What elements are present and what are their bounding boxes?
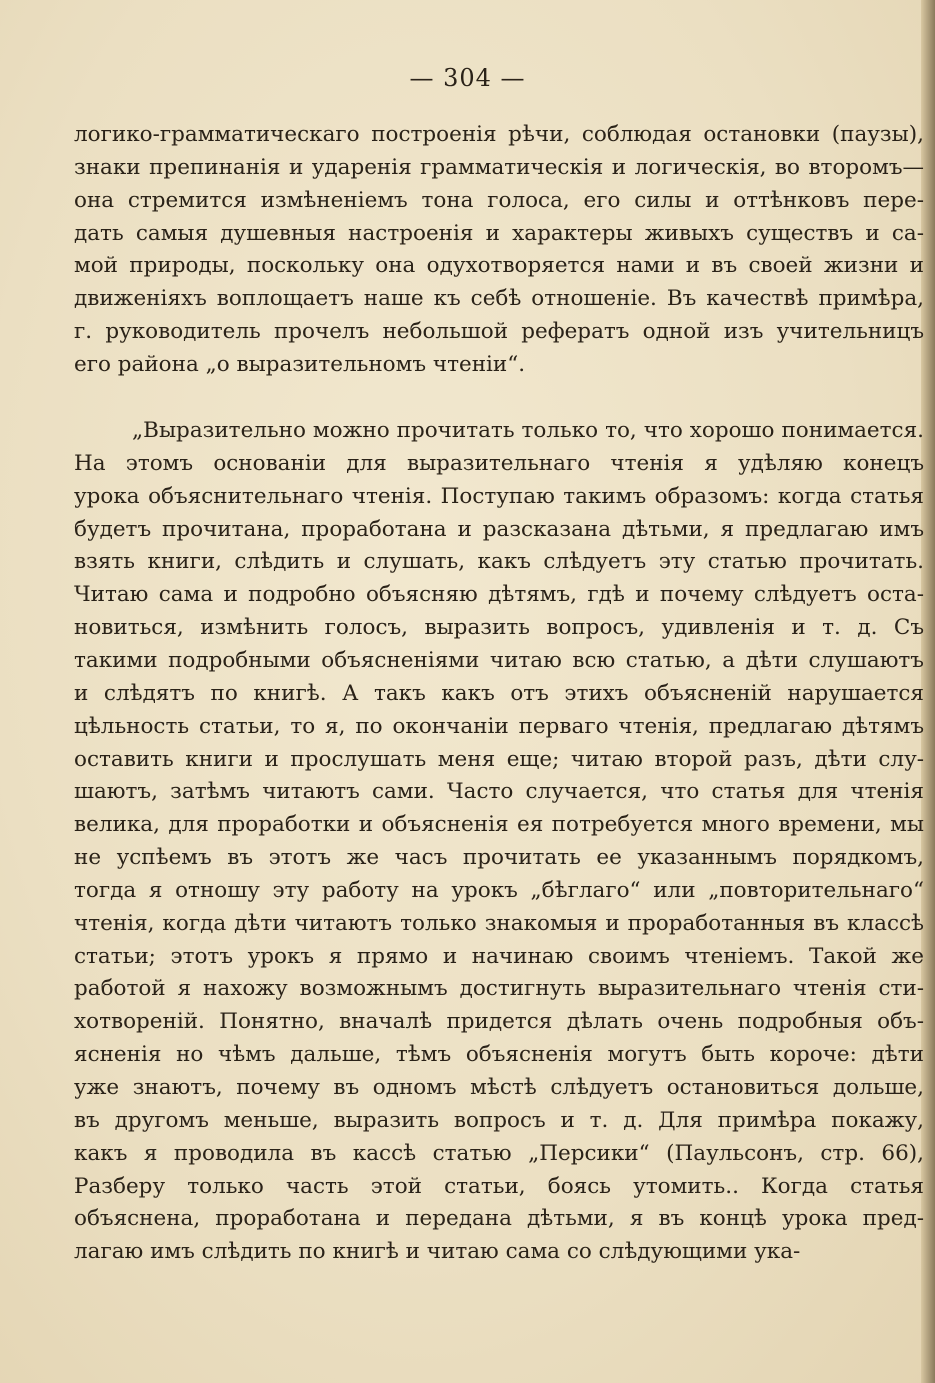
text-line: На этомъ основаніи для выразительнаго чтенія я удѣляю конецъ — [74, 450, 924, 476]
text-line: знаки препинанія и ударенія грамматическія и логическія, во второмъ— — [74, 154, 924, 180]
text-line: цѣльность статьи, то я, по окончаніи перваго чтенія, предлагаю дѣтямъ — [74, 713, 924, 739]
text-line: такими подробными объясненіями читаю всю статью, а дѣти слушаютъ — [74, 647, 924, 673]
text-line: работой я нахожу возможнымъ достигнуть выразительнаго чтенія сти- — [74, 976, 924, 1002]
text-line: шаютъ, затѣмъ читаютъ сами. Часто случается, что статья для чтенія — [74, 779, 924, 805]
text-line: ясненія но чѣмъ дальше, тѣмъ объясненія могутъ быть короче: дѣти — [74, 1042, 924, 1068]
text-line: она стремится измѣненіемъ тона голоса, его силы и оттѣнковъ пере- — [74, 187, 924, 213]
page-number: — 304 — — [409, 64, 526, 92]
text-line: и слѣдятъ по книгѣ. А такъ какъ отъ этихъ объясненій нарушается — [74, 680, 924, 706]
text-line: какъ я проводила въ кассѣ статью „Персики“ (Паульсонъ, стр. 66), — [74, 1140, 924, 1166]
text-line: г. руководитель прочелъ небольшой рефератъ одной изъ учительницъ — [74, 319, 924, 345]
text-line: его района „о выразительномъ чтеніи“. — [74, 351, 526, 377]
text-line: статьи; этотъ урокъ я прямо и начинаю своимъ чтеніемъ. Такой же — [74, 943, 924, 969]
text-line: логико-грамматическаго построенія рѣчи, соблюдая остановки (паузы), — [74, 122, 924, 147]
text-line: объяснена, проработана и передана дѣтьми, я въ концѣ урока пред- — [74, 1206, 924, 1232]
text-line: мой природы, поскольку она одухотворяется нами и въ своей жизни и — [74, 253, 924, 279]
text-line: взять книги, слѣдить и слушать, какъ слѣдуетъ эту статью прочитать. — [74, 549, 924, 575]
text-line: велика, для проработки и объясненія ея потребуется много времени, мы — [74, 812, 924, 838]
text-line: лагаю имъ слѣдить по книгѣ и читаю сама со слѣдующими ука- — [74, 1239, 801, 1265]
text-line: новиться, измѣнить голосъ, выразить вопросъ, удивленія и т. д. Съ — [74, 615, 924, 641]
text-line: будетъ прочитана, проработана и разсказана дѣтьми, я предлагаю имъ — [74, 516, 924, 542]
text-line: въ другомъ меньше, выразить вопросъ и т. д. Для примѣра покажу, — [74, 1107, 924, 1133]
text-line: чтенія, когда дѣти читаютъ только знакомыя и проработанныя въ классѣ — [74, 910, 924, 936]
text-line: Разберу только часть этой статьи, боясь утомить.. Когда статья — [74, 1173, 924, 1199]
text-line: уже знаютъ, почему въ одномъ мѣстѣ слѣдуетъ остановиться дольше, — [74, 1075, 924, 1100]
text-line: не успѣемъ въ этотъ же часъ прочитать ее указаннымъ порядкомъ, — [74, 845, 924, 871]
text-line: дать самыя душевныя настроенія и характеры живыхъ существъ и са- — [74, 220, 924, 246]
text-line: движеніяхъ воплощаетъ наше къ себѣ отношеніе. Въ качествѣ примѣра, — [74, 286, 924, 312]
text-line: тогда я отношу эту работу на урокъ „бѣглаго“ или „повторительнаго“ — [74, 877, 924, 903]
text-line: урока объяснительнаго чтенія. Поступаю такимъ образомъ: когда статья — [74, 483, 924, 509]
text-line: оставить книги и прослушать меня еще; читаю второй разъ, дѣти слу- — [74, 746, 924, 772]
text-line: Читаю сама и подробно объясняю дѣтямъ, гдѣ и почему слѣдуетъ оста- — [74, 582, 924, 608]
text-line: хотвореній. Понятно, вначалѣ придется дѣлать очень подробныя объ- — [74, 1009, 924, 1035]
text-line: „Выразительно можно прочитать только то, что хорошо понимается. — [132, 418, 924, 443]
